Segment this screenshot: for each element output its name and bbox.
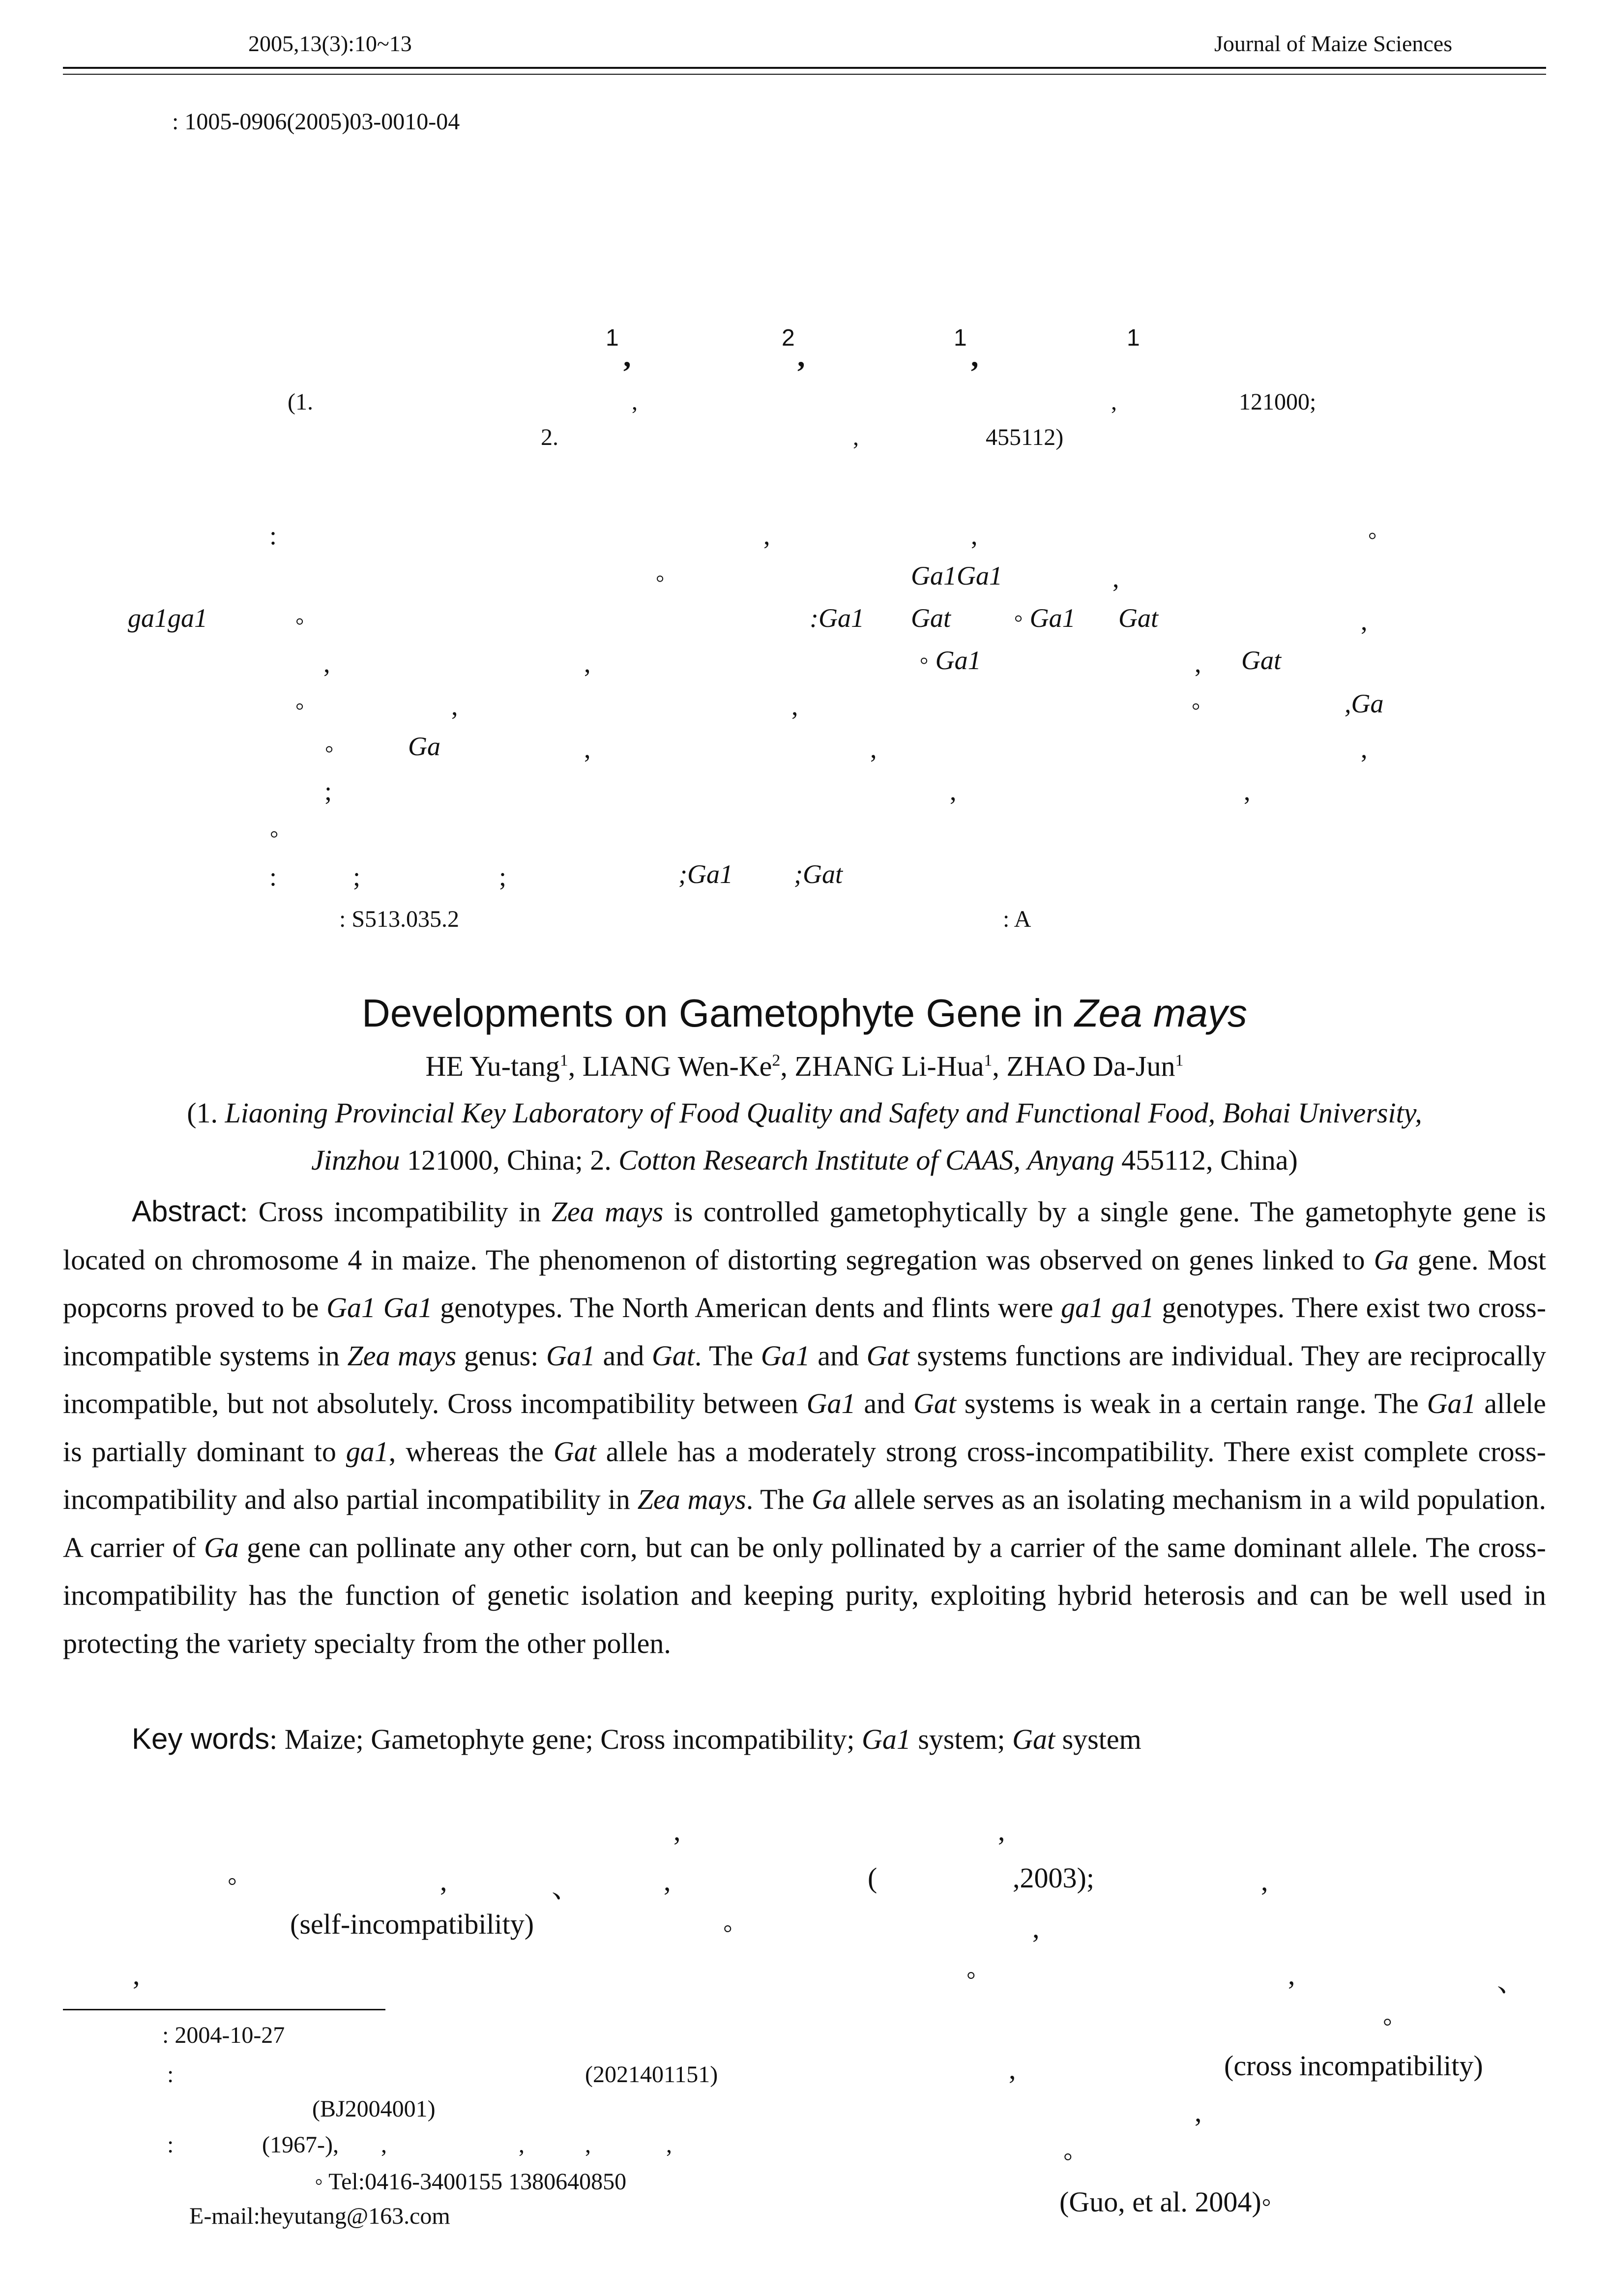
body-frag: 、 <box>1497 1966 1526 1998</box>
italic-run: ga1 ga1 <box>1061 1292 1154 1324</box>
author-birth-years: (1967-), <box>262 2132 339 2158</box>
text-run: allele serves as an isolating mechanism in a wild population. A carrier of <box>63 1483 1547 1563</box>
cn-abs-frag: :Ga1 <box>810 603 864 633</box>
cn-abs-frag: , <box>791 691 798 721</box>
italic-run: Gat <box>913 1387 956 1419</box>
text-run: system <box>1055 1723 1141 1755</box>
cn-abs-frag: , <box>950 776 957 806</box>
english-affiliation-line2 <box>63 1144 1546 1177</box>
keywords-label: Key words <box>132 1722 270 1755</box>
italic-run: Zea mays <box>637 1483 746 1515</box>
contact-email: E-mail:heyutang@163.com <box>189 2203 450 2229</box>
header-citation: 2005,13(3):10~13 <box>248 31 412 56</box>
keywords-text <box>269 1723 1141 1755</box>
italic-run: Ga1 <box>546 1339 595 1372</box>
author-mark: 1 <box>954 325 967 351</box>
author-mark: 1 <box>1127 325 1140 351</box>
author-info-label: : <box>167 2132 174 2158</box>
text-run: : Cross incompatibility in <box>240 1196 552 1228</box>
body-frag: , <box>664 1865 671 1897</box>
text-run: is controlled gametophytically by a single gene. The gametophyte gene is located on chromosome 4 in maize. The phenomenon of distorting segregation was observed on genes linked to <box>63 1196 1546 1276</box>
author-name: LIANG Wen-Ke <box>582 1050 772 1082</box>
author-sup: 1 <box>984 1051 993 1070</box>
body-frag: , <box>440 1865 447 1897</box>
cn-abs-frag: , <box>451 691 458 721</box>
cn-abs-frag: : <box>269 521 277 550</box>
text-run: gene can pollinate any other corn, but can be only pollinated by a carrier of the same dominant allele. The cross-incompatibility has the function of genetic isolation and keeping purity, exploiting hybrid heterosis and can be well used in protecting the variety specialty from the other pollen. <box>63 1531 1546 1659</box>
text-run: . The <box>694 1339 761 1372</box>
document-code: : A <box>1003 906 1031 932</box>
abstract-label: Abstract <box>132 1195 240 1228</box>
english-authors: HE Yu-tang$^1$, LIANG Wen-Ke$^2$, ZHANG Li-Hua$^1$, ZHAO Da-Jun$^1$ <box>425 1050 1184 1082</box>
text-run: and <box>595 1339 652 1372</box>
cn-abs-frag: ◦ <box>655 563 665 593</box>
header-journal-name: Journal of Maize Sciences <box>1214 31 1453 56</box>
italic-run: Ga1 <box>1427 1387 1476 1419</box>
cn-abs-frag: , <box>1244 776 1251 806</box>
author-info-sep: , <box>585 2132 591 2158</box>
author-mark: 2 <box>782 325 795 351</box>
text-run: : Maize; Gametophyte gene; Cross incompatibility; <box>269 1723 862 1755</box>
cn-abs-frag: ◦ <box>1368 521 1377 550</box>
cn-abs-frag: Gat <box>1241 646 1281 675</box>
text-run: allele is partially dominant to <box>63 1387 1546 1468</box>
italic-run: ga1 <box>346 1435 389 1468</box>
italic-run: Ga <box>204 1531 239 1563</box>
keywords-cn-frag: ;Gat <box>794 859 843 889</box>
cn-abs-frag: ,Ga <box>1345 689 1384 718</box>
cn-abs-frag: , <box>870 734 877 764</box>
aff-fragment: , <box>853 424 859 450</box>
aff-fragment: 2. <box>541 424 558 450</box>
aff-fragment: , <box>632 389 638 415</box>
cn-abs-frag: Ga <box>408 732 440 761</box>
cn-abs-frag: , <box>1195 648 1201 678</box>
classification-number: : S513.035.2 <box>339 906 460 932</box>
cn-abs-frag: , <box>584 734 591 764</box>
cn-abs-frag: ◦ <box>324 734 334 764</box>
italic-run: Zea mays <box>551 1196 664 1228</box>
body-frag: ,2003); <box>1013 1862 1094 1894</box>
italic-run: Zea mays <box>347 1339 457 1372</box>
cn-abs-frag: ◦ <box>1191 691 1201 721</box>
author-sep: , <box>971 340 979 373</box>
header-rule-top <box>63 67 1546 69</box>
italic-run: Gat <box>553 1435 596 1468</box>
italic-run: Ga1 <box>861 1723 911 1755</box>
text-run: system; <box>910 1723 1013 1755</box>
cn-abs-frag: , <box>1361 734 1368 764</box>
italic-run: Gat <box>1012 1723 1055 1755</box>
author-name: ZHANG Li-Hua <box>794 1050 984 1082</box>
text-run: gene. Most popcorns proved to be <box>63 1243 1546 1324</box>
italic-run: Ga1 <box>761 1339 810 1372</box>
author-mark: 1 <box>606 325 619 351</box>
author-sup: 1 <box>1175 1051 1184 1070</box>
text-run: and <box>855 1387 913 1419</box>
cn-abs-frag: , <box>323 648 330 678</box>
aff-text: 121000, China; 2. <box>400 1144 619 1176</box>
body-frag: , <box>133 1959 140 1991</box>
text-run: allele has a moderately strong cross-incompatibility. There exist complete cross-incompatibility and also partial incompatibility in <box>63 1435 1546 1515</box>
english-keywords <box>63 1715 1546 1764</box>
body-frag: ◦ <box>966 1959 976 1991</box>
article-number: : 1005-0906(2005)03-0010-04 <box>172 109 460 135</box>
keywords-cn-frag: : <box>269 862 277 891</box>
cn-abs-frag: ◦ <box>295 691 305 721</box>
author-sup: 2 <box>772 1051 781 1070</box>
author-info-sep: , <box>381 2132 387 2158</box>
english-affiliation-line1 <box>63 1096 1546 1129</box>
author-name: ZHAO Da-Jun <box>1006 1050 1175 1082</box>
keywords-cn-frag: ;Ga1 <box>678 859 733 889</box>
body-frag: , <box>998 1815 1005 1847</box>
body-frag: ◦ <box>1382 2005 1393 2037</box>
author-info-sep: , <box>666 2132 672 2158</box>
aff-city: Jinzhou <box>311 1144 400 1176</box>
cn-abs-frag: ◦ Ga1 <box>1014 603 1076 633</box>
text-run: , whereas the <box>388 1435 554 1468</box>
body-frag: ◦ <box>227 1865 237 1897</box>
text-run: and <box>810 1339 867 1372</box>
aff-fragment: (1. <box>288 389 313 415</box>
english-title-main: Developments on Gametophyte Gene in <box>362 991 1075 1035</box>
body-frag: , <box>1009 2053 1016 2085</box>
english-title <box>63 991 1546 1036</box>
cn-abs-frag: , <box>1361 606 1368 636</box>
italic-run: Ga <box>1374 1243 1409 1276</box>
english-abstract <box>63 1187 1546 1667</box>
body-frag: ◦ <box>1063 2140 1073 2172</box>
abstract-text <box>63 1196 1546 1659</box>
aff-text: 455112, China) <box>1114 1144 1298 1176</box>
cn-abs-frag: ◦ <box>295 606 305 636</box>
body-frag: ( <box>868 1862 878 1894</box>
author-info-sep: , <box>519 2132 525 2158</box>
body-frag: , <box>1261 1865 1268 1897</box>
body-frag: , <box>1032 1912 1040 1944</box>
body-frag: ◦ <box>723 1912 733 1944</box>
cn-abs-frag: , <box>584 648 591 678</box>
author-sup: 1 <box>559 1051 568 1070</box>
aff-institution: Cotton Research Institute of CAAS, Anyang <box>618 1144 1114 1176</box>
aff-fragment: 455112) <box>986 424 1064 450</box>
footnote-rule <box>63 2009 385 2010</box>
aff-institution: Liaoning Provincial Key Laboratory of Food Quality and Safety and Functional Food, Bohai University, <box>225 1097 1422 1129</box>
received-date: : 2004-10-27 <box>162 2022 285 2048</box>
cn-abs-frag: ◦ Ga1 <box>919 646 981 675</box>
fund-code: (2021401151) <box>585 2061 718 2088</box>
header-rule-bottom <box>63 74 1546 75</box>
text-run: genotypes. The North American dents and flints were <box>432 1292 1061 1324</box>
body-frag: (Guo, et al. 2004)◦ <box>1059 2186 1272 2218</box>
text-run: systems functions are individual. They are reciprocally incompatible, but not absolutely. Cross incompatibility between <box>63 1339 1546 1419</box>
author-sep: , <box>797 340 805 373</box>
author-name: HE Yu-tang <box>425 1050 560 1082</box>
body-frag: , <box>1288 1959 1295 1991</box>
body-frag: 、 <box>552 1872 581 1904</box>
italic-run: Ga1 Ga1 <box>326 1292 433 1324</box>
cn-abs-frag: ga1ga1 <box>128 603 207 633</box>
contact-phone: ◦ Tel:0416-3400155 1380640850 <box>315 2169 627 2195</box>
fund-code: (BJ2004001) <box>312 2096 436 2122</box>
fund-label: : <box>167 2061 174 2088</box>
cn-abs-frag: Ga1Ga1 <box>911 561 1002 590</box>
body-frag: (cross incompatibility) <box>1224 2050 1483 2082</box>
cn-abs-frag: Gat <box>911 603 951 633</box>
author-sep: , <box>623 340 631 373</box>
cn-abs-frag: Gat <box>1118 603 1158 633</box>
keywords-cn-frag: ; <box>353 862 361 891</box>
text-run: . The <box>746 1483 812 1515</box>
cn-abs-frag: , <box>1112 563 1119 593</box>
aff-fragment: 121000; <box>1239 389 1316 415</box>
aff-fragment: , <box>1111 389 1117 415</box>
body-frag: (self-incompatibility) <box>290 1908 534 1940</box>
cn-abs-frag: ; <box>324 776 332 806</box>
cn-abs-frag: , <box>763 521 770 550</box>
italic-run: Gat <box>651 1339 695 1372</box>
english-title-species: Zea mays <box>1074 991 1247 1035</box>
italic-run: Ga <box>812 1483 847 1515</box>
text-run: genus: <box>456 1339 546 1372</box>
cn-abs-frag: ◦ <box>269 819 279 849</box>
aff-prefix: (1. <box>187 1097 225 1129</box>
body-frag: , <box>673 1815 681 1847</box>
cn-abs-frag: , <box>971 521 978 550</box>
italic-run: Gat <box>866 1339 909 1372</box>
italic-run: Ga1 <box>806 1387 856 1419</box>
text-run: systems is weak in a certain range. The <box>956 1387 1427 1419</box>
body-frag: , <box>1195 2096 1202 2128</box>
text-run: genotypes. There exist two cross-incompatible systems in <box>63 1292 1547 1372</box>
keywords-cn-frag: ; <box>499 862 507 891</box>
